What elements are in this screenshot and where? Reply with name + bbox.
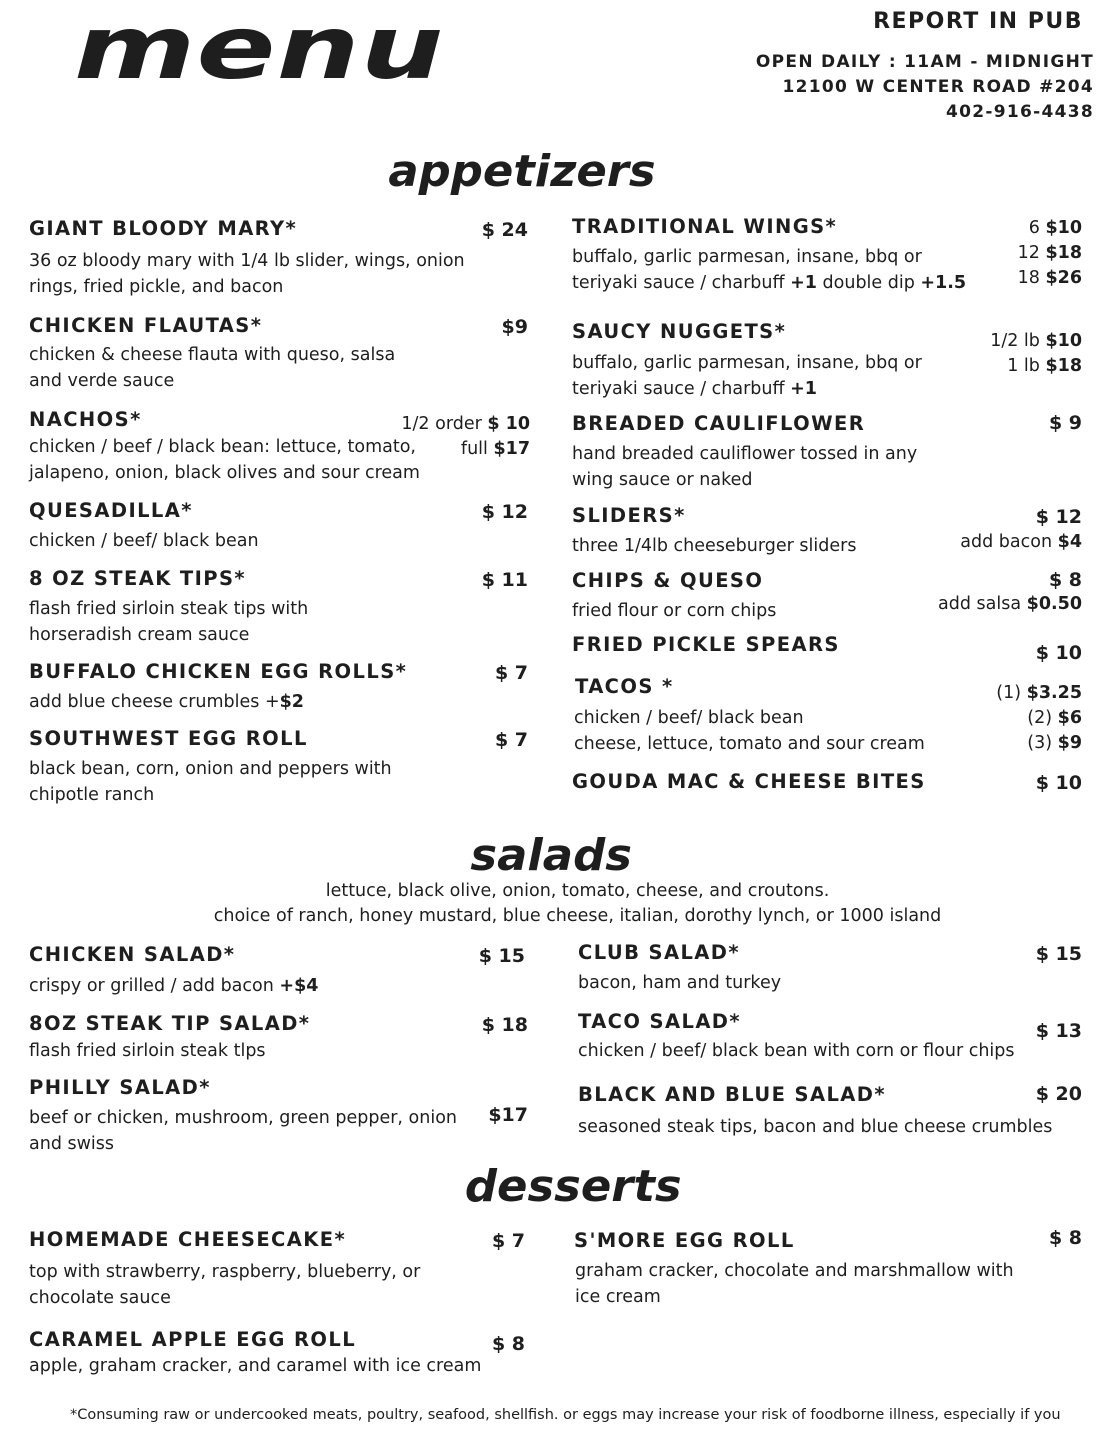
item-price-option: (1) $3.25	[996, 683, 1082, 703]
item-name: BLACK AND BLUE SALAD*	[578, 1083, 886, 1106]
item-description: three 1/4lb cheeseburger sliders	[572, 536, 857, 556]
item-name: CARAMEL APPLE EGG ROLL	[29, 1328, 357, 1351]
item-price: $ 11	[481, 569, 528, 591]
item-price: $ 12	[481, 501, 528, 523]
menu-title: menu	[74, 0, 445, 99]
item-description: chicken / beef/ black bean with corn or flour chips	[578, 1041, 1015, 1061]
item-name: QUESADILLA*	[29, 499, 193, 522]
item-price: $ 24	[481, 219, 528, 241]
item-price: $ 18	[481, 1014, 528, 1036]
item-name: TACOS *	[575, 675, 674, 698]
item-price: $ 8	[491, 1333, 525, 1355]
item-price: $ 7	[494, 729, 528, 751]
item-price-option: 18 $26	[1017, 268, 1082, 288]
item-description: buffalo, garlic parmesan, insane, bbq or teriyaki sauce / charbuff +1 double dip +1.5	[572, 247, 967, 293]
item-name: BUFFALO CHICKEN EGG ROLLS*	[29, 660, 408, 683]
opening-hours: OPEN DAILY : 11AM - MIDNIGHT	[755, 52, 1094, 72]
item-name: 8 OZ STEAK TIPS*	[29, 567, 247, 590]
item-price-option: (3) $9	[1027, 733, 1082, 753]
item-price: $9	[501, 316, 528, 338]
item-price-option: 1/2 lb $10	[990, 331, 1082, 351]
item-description: hand breaded cauliflower tossed in any wing sauce or naked	[572, 444, 918, 490]
item-description: crispy or grilled / add bacon +$4	[29, 976, 319, 996]
salads-intro: lettuce, black olive, onion, tomato, cheese, and croutons. choice of ranch, honey mustard, blue cheese, italian, dorothy lynch, or 1000 island	[213, 881, 942, 926]
item-description: add blue cheese crumbles +$2	[29, 692, 304, 712]
item-price: $ 7	[494, 662, 528, 684]
item-add-on: add bacon $4	[960, 532, 1082, 552]
item-name: S'MORE EGG ROLL	[574, 1229, 795, 1252]
item-name: SLIDERS*	[572, 504, 686, 527]
item-name: CHICKEN FLAUTAS*	[29, 314, 263, 337]
item-price: $ 9	[1048, 412, 1082, 434]
section-heading-desserts: desserts	[464, 1161, 682, 1212]
item-description: top with strawberry, raspberry, blueberry, or chocolate sauce	[29, 1262, 421, 1308]
item-description: chicken & cheese flauta with queso, salsa and verde sauce	[29, 345, 396, 391]
item-price: $ 7	[491, 1230, 525, 1252]
item-description: graham cracker, chocolate and marshmallow with ice cream	[575, 1261, 1014, 1307]
item-description: fried flour or corn chips	[572, 601, 777, 621]
item-description: chicken / beef/ black bean	[29, 531, 259, 551]
item-description: black bean, corn, onion and peppers with chipotle ranch	[29, 759, 392, 805]
item-description: flash fried sirloin steak tips with horseradish cream sauce	[29, 599, 309, 645]
pub-name: REPORT IN PUB	[873, 9, 1083, 34]
item-price: $ 12	[1035, 506, 1082, 528]
phone-number: 402-916-4438	[946, 102, 1094, 122]
item-description: beef or chicken, mushroom, green pepper, onion and swiss	[29, 1108, 458, 1154]
section-heading-salads: salads	[470, 830, 632, 881]
item-price: $ 15	[478, 945, 525, 967]
item-description: bacon, ham and turkey	[578, 973, 782, 993]
item-price: $17	[488, 1104, 528, 1126]
item-name: NACHOS*	[29, 408, 142, 431]
item-name: TACO SALAD*	[578, 1010, 741, 1033]
item-name: CHICKEN SALAD*	[29, 943, 236, 966]
item-price-option: 1 lb $18	[1007, 356, 1082, 376]
item-price: $ 20	[1035, 1083, 1082, 1105]
item-price-option: full $17	[460, 439, 530, 459]
item-price-option: (2) $6	[1027, 708, 1082, 728]
item-description: buffalo, garlic parmesan, insane, bbq or teriyaki sauce / charbuff +1	[572, 353, 922, 399]
food-safety-disclaimer: *Consuming raw or undercooked meats, poultry, seafood, shellfish. or eggs may increase your risk of foodborne illness, especially if you	[70, 1407, 1061, 1423]
item-name: TRADITIONAL WINGS*	[572, 215, 838, 238]
item-description: 36 oz bloody mary with 1/4 lb slider, wings, onion rings, fried pickle, and bacon	[29, 251, 465, 297]
item-price-option: 12 $18	[1017, 243, 1082, 263]
item-description: chicken / beef/ black bean cheese, lettuce, tomato and sour cream	[574, 708, 925, 754]
item-name: SAUCY NUGGETS*	[572, 320, 787, 343]
item-name: CLUB SALAD*	[578, 941, 740, 964]
section-heading-appetizers: appetizers	[388, 146, 656, 197]
item-add-on: add salsa $0.50	[938, 594, 1082, 614]
item-price: $ 15	[1035, 943, 1082, 965]
item-name: FRIED PICKLE SPEARS	[572, 633, 840, 656]
item-name: HOMEMADE CHEESECAKE*	[29, 1228, 347, 1251]
item-price: $ 13	[1035, 1020, 1082, 1042]
item-description: seasoned steak tips, bacon and blue cheese crumbles	[578, 1117, 1053, 1137]
item-price-option: 1/2 order $ 10	[401, 414, 530, 434]
item-price-option: 6 $10	[1028, 218, 1082, 238]
item-name: SOUTHWEST EGG ROLL	[29, 727, 308, 750]
item-description: apple, graham cracker, and caramel with ice cream	[29, 1356, 482, 1376]
item-description: chicken / beef / black bean: lettuce, tomato, jalapeno, onion, black olives and sour cream	[29, 437, 420, 483]
item-name: GOUDA MAC & CHEESE BITES	[572, 770, 926, 793]
item-name: GIANT BLOODY MARY*	[29, 217, 298, 240]
item-price: $ 8	[1048, 1227, 1082, 1249]
item-price: $ 10	[1035, 772, 1082, 794]
item-description: flash fried sirloin steak tlps	[29, 1041, 266, 1061]
address: 12100 W CENTER ROAD #204	[782, 77, 1094, 97]
item-name: BREADED CAULIFLOWER	[572, 412, 866, 435]
item-name: PHILLY SALAD*	[29, 1076, 211, 1099]
item-name: CHIPS & QUESO	[572, 569, 764, 592]
item-price: $ 10	[1035, 642, 1082, 664]
item-name: 8OZ STEAK TIP SALAD*	[29, 1012, 311, 1035]
item-price: $ 8	[1048, 569, 1082, 591]
